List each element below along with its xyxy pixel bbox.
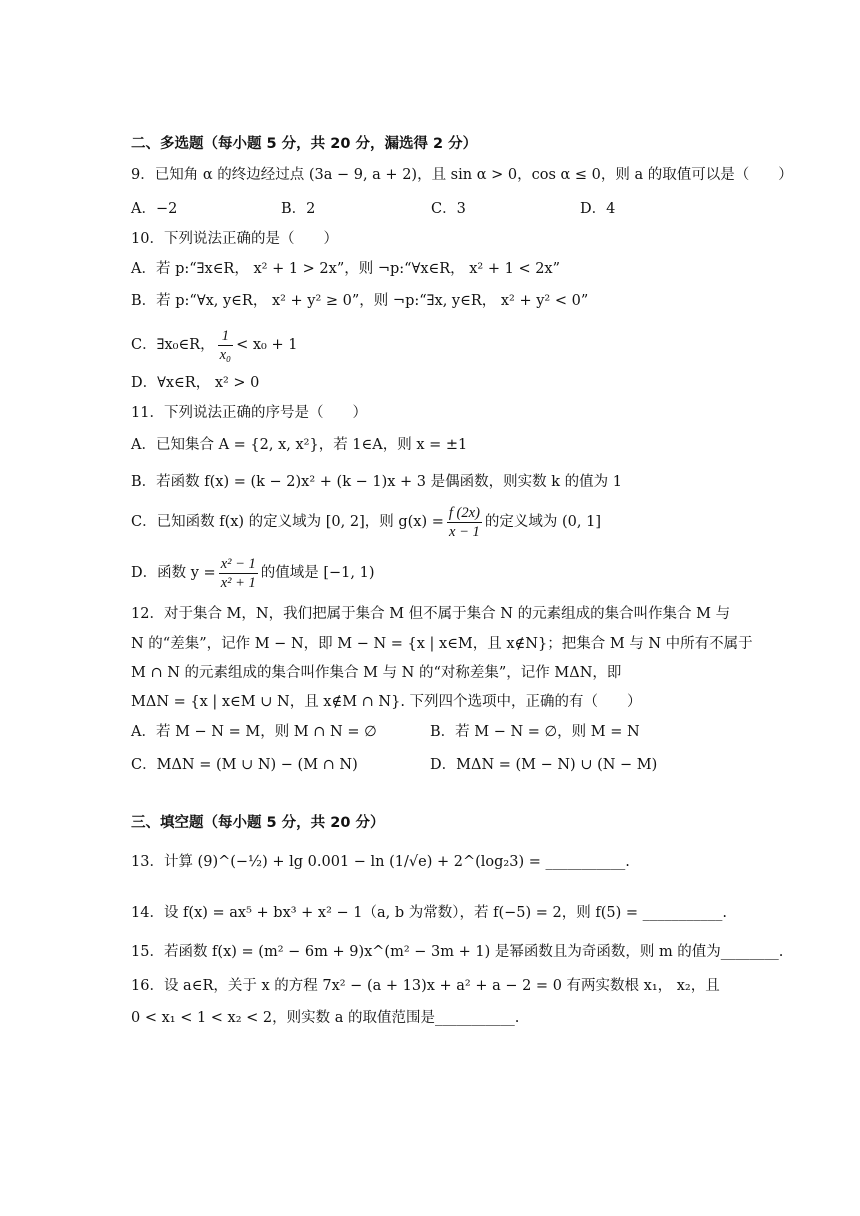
question-11-stem: 11．下列说法正确的序号是（ ） [131,405,367,421]
question-11-option-c [131,502,601,542]
question-10-stem: 10．下列说法正确的是（ ） [131,231,338,247]
question-9-option-d: D．4 [580,201,616,217]
question-12-line-4: MΔN = {x | x∈M ∪ N，且 x∉M ∩ N}. 下列四个选项中，正确的有（ ） [131,694,642,710]
question-9-option-a: A．−2 [131,201,178,217]
question-12-line-2: N 的“差集”，记作 M − N，即 M − N = {x | x∈M，且 x∉N}；把集合 M 与 N 中所有不属于 [131,636,753,652]
question-12-option-b: B．若 M − N = ∅，则 M = N [430,724,640,740]
question-9-option-c: C．3 [431,201,466,217]
fraction-denominator: x − 1 [449,523,480,540]
question-11-option-c-fraction [447,504,482,541]
question-10-option-d: D．∀x∈R， x² > 0 [131,375,260,391]
question-11-option-a: A．已知集合 A = {2, x, x²}，若 1∈A，则 x = ±1 [131,437,468,453]
question-14: 14．设 f(x) = ax⁵ + bx³ + x² − 1（a, b 为常数），若 f(−5) = 2，则 f(5) = ___________. [131,905,728,921]
question-10-option-c [131,325,297,365]
question-11-option-d-suffix: 的值域是 [−1, 1) [260,565,375,581]
question-11-option-b: B．若函数 f(x) = (k − 2)x² + (k − 1)x + 3 是偶函数，则实数 k 的值为 1 [131,474,622,490]
question-11-option-d-fraction [219,555,258,592]
fraction-numerator: f (2x) [448,504,480,521]
question-16-line-1: 16．设 a∈R，关于 x 的方程 7x² − (a + 13)x + a² + a − 2 = 0 有两实数根 x₁， x₂，且 [131,978,720,994]
question-11-option-d [131,553,375,593]
question-10-option-c-fraction [218,327,233,364]
fraction-denominator: x² + 1 [220,574,256,591]
fraction-denominator: x₀ [219,346,232,363]
question-13: 13．计算 (9)^(−½) + lg 0.001 − ln (1/√e) + 2^(log₂3) = ___________. [131,854,630,870]
question-12-option-a: A．若 M − N = M，则 M ∩ N = ∅ [131,724,377,740]
question-12-option-c: C．MΔN = (M ∪ N) − (M ∩ N) [131,757,358,773]
question-10-option-a: A．若 p:“∃x∈R， x² + 1 > 2x”，则 ¬p:“∀x∈R， x² + 1 < 2x” [131,261,561,277]
fraction-numerator: x² − 1 [220,555,256,572]
question-10-option-c-suffix: < x₀ + 1 [236,337,298,353]
question-10-option-c-prefix: C．∃x₀∈R， [131,337,215,353]
question-12-line-1: 12．对于集合 M，N，我们把属于集合 M 但不属于集合 N 的元素组成的集合叫作集合 M 与 [131,606,731,622]
question-11-option-d-prefix: D．函数 y = [131,565,216,581]
question-9-stem: 9．已知角 α 的终边经过点 (3a − 9, a + 2)，且 sin α > 0，cos α ≤ 0，则 a 的取值可以是（ ） [131,167,793,183]
question-9-option-b: B．2 [281,201,316,217]
question-12-option-d: D．MΔN = (M − N) ∪ (N − M) [430,757,658,773]
question-12-line-3: M ∩ N 的元素组成的集合叫作集合 M 与 N 的“对称差集”，记作 MΔN，即 [131,665,622,681]
fraction-numerator: 1 [218,327,233,346]
question-11-option-c-suffix: 的定义域为 (0, 1] [484,514,601,530]
question-16-line-2: 0 < x₁ < 1 < x₂ < 2，则实数 a 的取值范围是___________. [131,1010,520,1026]
question-11-option-c-prefix: C．已知函数 f(x) 的定义域为 [0, 2]，则 g(x) = [131,514,444,530]
question-10-option-b: B．若 p:“∀x, y∈R， x² + y² ≥ 0”，则 ¬p:“∃x, y∈R， x² + y² < 0” [131,293,589,309]
question-15: 15．若函数 f(x) = (m² − 6m + 9)x^(m² − 3m + 1) 是幂函数且为奇函数，则 m 的值为________. [131,944,784,960]
section-title-multiple-choice: 二、多选题（每小题 5 分，共 20 分，漏选得 2 分） [131,136,478,152]
section-title-fill-in: 三、填空题（每小题 5 分，共 20 分） [131,815,385,831]
